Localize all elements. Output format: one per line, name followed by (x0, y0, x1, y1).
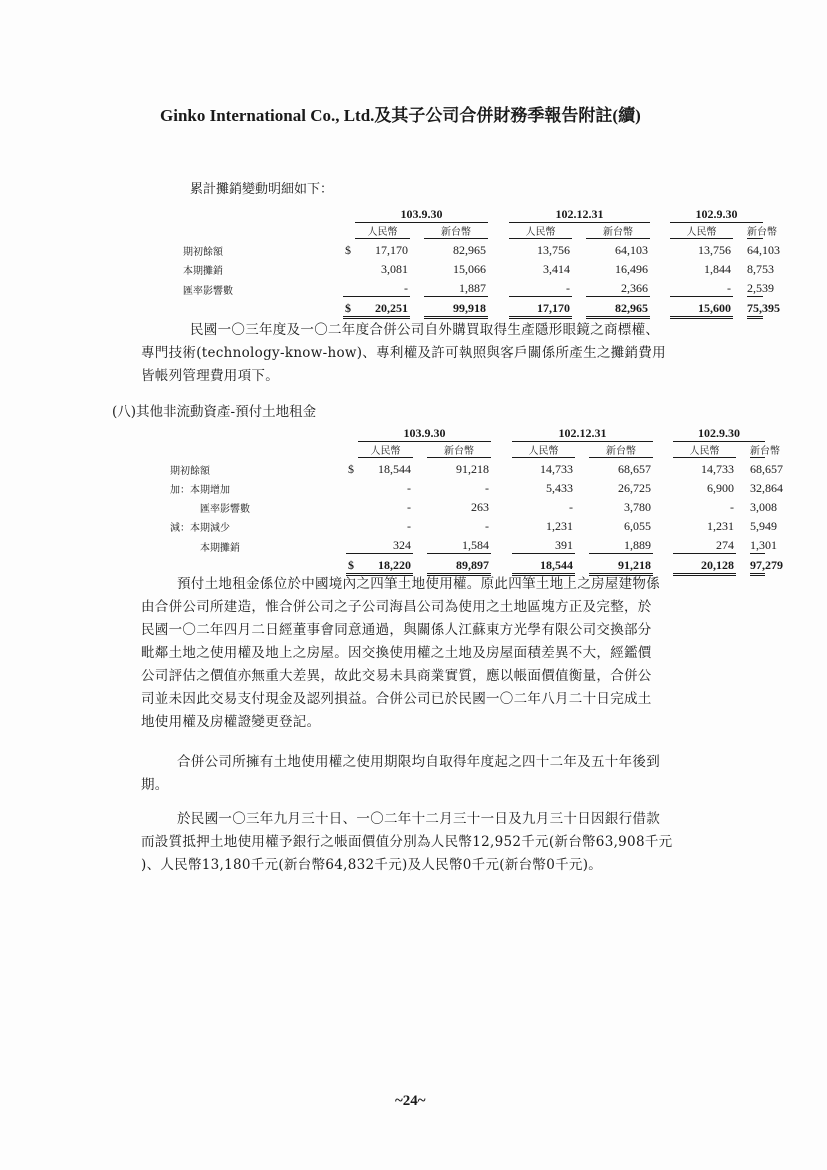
spacer-cell (575, 458, 589, 478)
value-cell: 97,279 (750, 554, 765, 575)
period-header: 102.12.31 (512, 425, 653, 442)
row-label (170, 554, 346, 575)
note-line: 民國一〇三年度及一〇二年度合併公司自外購買取得生產隱形眼鏡之商標權、 (190, 322, 660, 338)
spacer-cell (736, 554, 750, 575)
spacer-cell (572, 239, 586, 259)
currency-header: 新台幣 (589, 442, 653, 458)
spacer-cell (413, 458, 427, 478)
blank-cell (183, 223, 343, 239)
value-cell: - (730, 500, 734, 514)
paragraph-line: 司並未因此交易支付現金及認列損益。合併公司已於民國一〇二年八月二十日完成土 (141, 691, 652, 707)
value-cell: 6,055 (624, 519, 651, 533)
paragraph-line: )、人民幣13,180千元(新台幣64,832千元)及人民幣0千元(新台幣0千元)。 (141, 857, 603, 873)
prepaid-land-rent-table (170, 425, 783, 576)
value-cell: 64,103 (615, 243, 648, 257)
value-cell: 1,231 (707, 519, 734, 533)
value-cell: 16,496 (615, 262, 648, 276)
value-cell: - (509, 277, 572, 297)
spacer-cell (410, 297, 424, 318)
value-cell: 13,756 (537, 243, 570, 257)
spacer-cell (653, 534, 673, 554)
value-cell: 99,918 (424, 297, 488, 318)
value-cell: - (670, 277, 733, 297)
value-cell: 3,780 (624, 500, 651, 514)
table-row (183, 239, 763, 259)
value-cell: 1,301 (750, 534, 765, 554)
spacer-cell (653, 515, 673, 534)
spacer-cell (491, 534, 512, 554)
spacer-cell (491, 442, 512, 458)
spacer-cell (736, 496, 750, 515)
spacer-cell (488, 277, 509, 297)
paragraph-line: 預付土地租金係位於中國境內之四筆土地使用權。原此四筆土地上之房屋建物係 (177, 576, 660, 592)
row-label: 匯率影響數 (183, 285, 233, 297)
spacer-cell (733, 223, 747, 239)
spacer-cell (491, 554, 512, 575)
period-header: 103.9.30 (358, 425, 491, 442)
value-cell: 18,544 (378, 462, 411, 476)
currency-header: 新台幣 (427, 442, 491, 458)
currency-header: 人民幣 (670, 223, 733, 239)
currency-symbol (346, 534, 358, 554)
row-label: 本期攤銷 (200, 542, 240, 554)
value-cell: - (407, 500, 411, 514)
value-cell: 1,887 (424, 277, 488, 297)
value-cell: 91,218 (456, 462, 489, 476)
value-cell: 26,725 (618, 481, 651, 495)
value-cell: 68,657 (618, 462, 651, 476)
spacer-cell (488, 206, 509, 223)
spacer-cell (575, 554, 589, 575)
value-cell: 391 (512, 534, 575, 554)
spacer-cell (650, 277, 670, 297)
value-cell: 15,066 (453, 262, 486, 276)
paragraph-line: 地使用權及房權證變更登記。 (141, 714, 321, 730)
spacer-cell (736, 534, 750, 554)
currency-symbol: $ (346, 554, 358, 575)
value-cell: 82,965 (453, 243, 486, 257)
value-cell: 8,753 (747, 262, 774, 276)
value-cell: 75,395 (747, 297, 763, 318)
value-cell: - (485, 481, 489, 495)
total-row (183, 297, 763, 318)
spacer-cell (413, 477, 427, 496)
period-header: 102.9.30 (670, 206, 763, 223)
spacer-cell (572, 223, 586, 239)
value-cell: 13,756 (698, 243, 731, 257)
value-cell: 17,170 (509, 297, 572, 318)
value-cell: 5,949 (750, 519, 777, 533)
table-row (170, 458, 765, 478)
spacer-cell (733, 277, 747, 297)
value-cell: - (407, 481, 411, 495)
value-cell: 15,600 (670, 297, 733, 318)
row-label: 本期攤銷 (183, 266, 223, 277)
spacer-cell (650, 239, 670, 259)
spacer-cell (491, 477, 512, 496)
currency-header: 人民幣 (355, 223, 410, 239)
currency-header: 新台幣 (586, 223, 650, 239)
value-cell: - (355, 277, 410, 297)
value-cell: 68,657 (750, 462, 783, 476)
value-cell: 3,008 (750, 500, 777, 514)
value-cell: 32,864 (750, 481, 783, 495)
value-cell: 5,433 (546, 481, 573, 495)
currency-symbol (346, 496, 358, 515)
spacer-cell (653, 442, 673, 458)
value-cell: 91,218 (589, 554, 653, 575)
spacer-cell (413, 515, 427, 534)
value-cell: 2,366 (586, 277, 650, 297)
paragraph-line: 由合併公司所建造，惟合併公司之子公司海昌公司為使用之土地區塊方正及完整，於 (141, 599, 652, 615)
value-cell: 14,733 (701, 462, 734, 476)
paragraph-line: 毗鄰土地之使用權及地上之房屋。因交換使用權之土地及房屋面積差異不大，經鑑價 (141, 645, 652, 661)
row-label: 匯率影響數 (200, 504, 250, 515)
value-cell: 263 (471, 500, 489, 514)
currency-header: 新台幣 (750, 442, 765, 458)
currency-symbol (343, 277, 355, 297)
spacer-cell (653, 554, 673, 575)
spacer-cell (410, 239, 424, 259)
land-rent-paragraph (141, 573, 766, 734)
spacer-cell (410, 258, 424, 277)
spacer-cell (575, 534, 589, 554)
spacer-cell (488, 258, 509, 277)
blank-cell (346, 442, 358, 458)
currency-header: 人民幣 (509, 223, 572, 239)
spacer-cell (491, 458, 512, 478)
spacer-cell (491, 515, 512, 534)
table-row (183, 258, 763, 277)
currency-symbol: $ (343, 297, 355, 318)
value-cell: 64,103 (747, 243, 780, 257)
currency-header: 人民幣 (358, 442, 413, 458)
spacer-cell (650, 223, 670, 239)
spacer-cell (736, 442, 750, 458)
spacer-cell (488, 239, 509, 259)
spacer-cell (488, 223, 509, 239)
value-cell: 3,081 (381, 262, 408, 276)
paragraph-line: 民國一〇二年四月二日經董事會同意通過，與關係人江蘇東方光學有限公司交換部分 (141, 622, 652, 638)
value-cell: 18,220 (358, 554, 413, 575)
value-cell: 14,733 (540, 462, 573, 476)
period-header: 102.9.30 (673, 425, 765, 442)
spacer-cell (653, 496, 673, 515)
value-cell: - (407, 519, 411, 533)
pledge-paragraph (141, 808, 766, 877)
value-cell: 1,889 (589, 534, 653, 554)
note-line: 專門技術(technology-know-how)、專利權及許可執照與客戶關係所產生之攤銷費用 (141, 345, 666, 361)
blank-cell (170, 425, 346, 442)
amortization-table (183, 206, 780, 319)
value-cell: 82,965 (586, 297, 650, 318)
row-label: 加：本期增加 (170, 485, 230, 496)
spacer-cell (650, 297, 670, 318)
note-line: 皆帳列管理費用項下。 (141, 368, 279, 384)
blank-cell (343, 206, 355, 223)
spacer-cell (733, 258, 747, 277)
currency-symbol: $ (348, 462, 354, 476)
spacer-cell (653, 458, 673, 478)
spacer-cell (575, 477, 589, 496)
currency-header-row (183, 223, 763, 239)
currency-header: 新台幣 (747, 223, 763, 239)
value-cell: 3,414 (543, 262, 570, 276)
intro-text: 累計攤銷變動明細如下： (190, 182, 334, 197)
value-cell: 274 (673, 534, 736, 554)
table-row (170, 477, 765, 496)
spacer-cell (410, 223, 424, 239)
paragraph-line: 合併公司所擁有土地使用權之使用期限均自取得年度起之四十二年及五十年後到 (177, 754, 660, 770)
spacer-cell (736, 515, 750, 534)
note-paragraph (141, 319, 766, 388)
spacer-cell (736, 477, 750, 496)
value-cell: 324 (358, 534, 413, 554)
spacer-cell (733, 239, 747, 259)
total-row (170, 554, 765, 575)
value-cell: 1,844 (704, 262, 731, 276)
value-cell: 17,170 (375, 243, 408, 257)
blank-cell (183, 206, 343, 223)
currency-symbol (346, 477, 358, 496)
currency-header: 人民幣 (673, 442, 736, 458)
currency-header: 新台幣 (424, 223, 488, 239)
value-cell: 89,897 (427, 554, 491, 575)
row-label: 減：本期減少 (170, 523, 230, 534)
period-header-row (183, 206, 763, 223)
row-label (183, 297, 343, 318)
paragraph-line: 而設質抵押土地使用權予銀行之帳面價值分別為人民幣12,952千元(新台幣63,908千元 (141, 834, 673, 850)
value-cell: 20,128 (673, 554, 736, 575)
spacer-cell (736, 458, 750, 478)
spacer-cell (491, 425, 512, 442)
spacer-cell (575, 496, 589, 515)
section-heading: (八)其他非流動資產-預付土地租金 (112, 404, 317, 420)
value-cell: 6,900 (707, 481, 734, 495)
blank-cell (170, 442, 346, 458)
table-row (170, 496, 765, 515)
table-row (170, 515, 765, 534)
table-row (183, 277, 763, 297)
spacer-cell (413, 442, 427, 458)
page-title: Ginko International Co., Ltd.及其子公司合併財務季報告附註(續) (160, 106, 641, 125)
blank-cell (343, 223, 355, 239)
page-number: ~24~ (395, 1093, 426, 1109)
paragraph-line: 期。 (141, 777, 169, 793)
currency-symbol (346, 515, 358, 534)
currency-header-row (170, 442, 765, 458)
spacer-cell (572, 297, 586, 318)
spacer-cell (572, 277, 586, 297)
period-header: 103.9.30 (355, 206, 488, 223)
value-cell: 18,544 (512, 554, 575, 575)
value-cell: 20,251 (355, 297, 410, 318)
spacer-cell (413, 534, 427, 554)
spacer-cell (650, 206, 670, 223)
period-header: 102.12.31 (509, 206, 650, 223)
table-row (170, 534, 765, 554)
spacer-cell (575, 515, 589, 534)
value-cell: 1,231 (546, 519, 573, 533)
currency-header: 人民幣 (512, 442, 575, 458)
spacer-cell (653, 425, 673, 442)
spacer-cell (575, 442, 589, 458)
paragraph-line: 公司評估之價值亦無重大差異，故此交易未具商業實質，應以帳面價值衡量，合併公 (141, 668, 652, 684)
paragraph-line: 於民國一〇三年九月三十日、一〇二年十二月三十一日及九月三十日因銀行借款 (177, 811, 660, 827)
spacer-cell (491, 496, 512, 515)
row-label: 期初餘額 (170, 466, 210, 477)
value-cell: 1,584 (427, 534, 491, 554)
row-label: 期初餘額 (183, 247, 223, 258)
spacer-cell (410, 277, 424, 297)
period-header-row (170, 425, 765, 442)
spacer-cell (488, 297, 509, 318)
currency-symbol: $ (345, 243, 351, 257)
spacer-cell (650, 258, 670, 277)
currency-symbol (343, 258, 355, 277)
value-cell: - (569, 500, 573, 514)
value-cell: 2,539 (747, 277, 763, 297)
value-cell: - (485, 519, 489, 533)
blank-cell (346, 425, 358, 442)
spacer-cell (572, 258, 586, 277)
land-use-term-paragraph (141, 751, 766, 797)
spacer-cell (413, 554, 427, 575)
spacer-cell (413, 496, 427, 515)
spacer-cell (733, 297, 747, 318)
spacer-cell (653, 477, 673, 496)
